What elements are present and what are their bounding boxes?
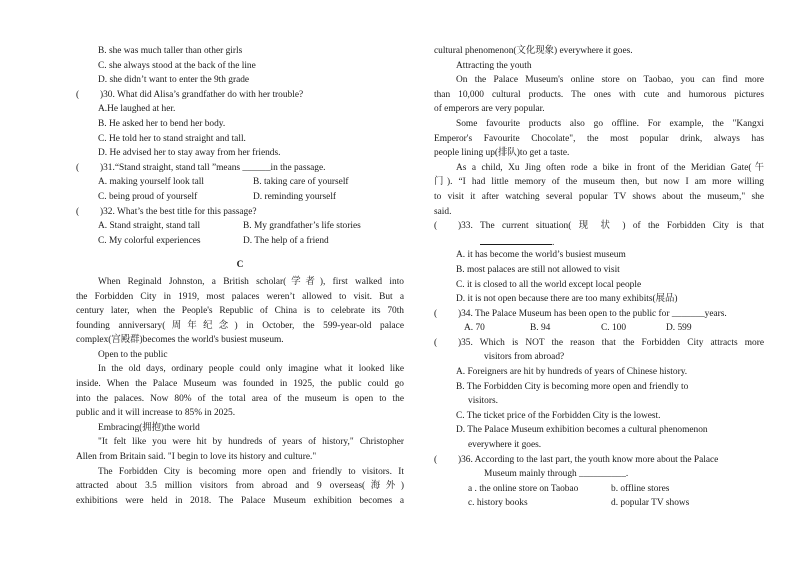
paragraph-line: In the old days, ordinary people could only imagine what it looked like bbox=[98, 364, 404, 375]
q36-option-c: c. history books bbox=[468, 498, 528, 509]
q30-option-a: A.He laughed at her. bbox=[98, 104, 176, 115]
q36-text-line-2: Museum mainly through __________. bbox=[484, 469, 629, 480]
paragraph-online-store bbox=[434, 73, 764, 117]
q29-option-d: D. she didn’t want to enter the 9th grade bbox=[98, 75, 250, 86]
q30-option-c: C. He told her to stand straight and tall. bbox=[98, 133, 246, 144]
question-text: )31.“Stand straight, stand tall ”means ______in the passage. bbox=[100, 162, 326, 173]
paragraph-line: to visit it after watching several popular TV shows about the museum," she bbox=[434, 191, 764, 202]
q33-option-a: A. it has become the world’s busiest museum bbox=[456, 250, 626, 261]
q32-option-a: A. Stand straight, stand tall bbox=[98, 221, 201, 232]
section-heading: C bbox=[236, 260, 244, 271]
paragraph-line: founding anniversary(周年纪念) in October, the 599-year-old palace bbox=[76, 320, 404, 331]
paragraph-line: complex(宫殿群)becomes the world's busiest museum. bbox=[76, 335, 284, 346]
paragraph-line: As a child, Xu Jing often rode a bike in front of the Meridian Gate(午 bbox=[456, 162, 764, 173]
answer-paren[interactable]: ( bbox=[76, 162, 80, 173]
q31-option-b: B. taking care of yourself bbox=[253, 177, 349, 188]
answer-paren[interactable]: ( bbox=[76, 206, 80, 217]
paragraph-line: said. bbox=[434, 206, 452, 217]
answer-paren[interactable]: ( bbox=[434, 221, 438, 232]
question-34 bbox=[434, 307, 764, 322]
q29-option-b: B. she was much taller than other girls bbox=[98, 46, 243, 56]
question-31 bbox=[76, 161, 404, 176]
paragraph-line: 门). “I had little memory of the museum then, but now I am more willing bbox=[434, 177, 764, 188]
paragraph-line: When Reginald Johnston, a British scholar(学者), first walked into bbox=[98, 276, 404, 287]
answer-paren[interactable]: ( bbox=[434, 337, 438, 348]
paragraph-open bbox=[76, 362, 404, 420]
answer-paren[interactable]: ( bbox=[76, 89, 80, 100]
question-text: )30. What did Alisa’s grandfather do with her trouble? bbox=[100, 89, 304, 100]
q35-option-d-cont: everywhere it goes. bbox=[468, 440, 542, 451]
q35-option-b: B. The Forbidden City is becoming more open and friendly to bbox=[456, 381, 689, 392]
paragraph-line: The Forbidden City is becoming more open and friendly to visitors. It bbox=[98, 466, 404, 477]
paragraph-xu-jing bbox=[434, 161, 764, 219]
q33-option-b: B. most palaces are still not allowed to visit bbox=[456, 264, 620, 275]
q30-option-b: B. He asked her to bend her body. bbox=[98, 118, 226, 129]
question-36 bbox=[434, 453, 764, 468]
answer-paren[interactable]: ( bbox=[434, 454, 438, 465]
q35-option-c: C. The ticket price of the Forbidden City is the lowest. bbox=[456, 410, 661, 421]
question-32 bbox=[76, 205, 404, 220]
q36-options-row-1 bbox=[434, 482, 764, 497]
q31-options-row-2 bbox=[76, 190, 404, 205]
question-text: )32. What’s the best title for this passage? bbox=[100, 206, 257, 217]
subheading-attracting-youth: Attracting the youth bbox=[456, 60, 532, 71]
paragraph-quote bbox=[76, 435, 404, 464]
paragraph-line: the Forbidden City in 1919, most palaces weren’t allowed to visit. But a bbox=[76, 291, 404, 302]
paragraph-offline bbox=[434, 117, 764, 161]
answer-paren[interactable]: ( bbox=[434, 308, 438, 319]
paragraph-line: exhibitions were held in 2018. The Palace Museum exhibition becomes a bbox=[76, 495, 404, 506]
q32-options-row-2 bbox=[76, 234, 404, 249]
q34-option-b: B. 94 bbox=[530, 323, 551, 334]
q34-option-c: C. 100 bbox=[601, 323, 627, 334]
q35-option-a: A. Foreigners are hit by hundreds of years of Chinese history. bbox=[456, 367, 688, 378]
q35-option-b-cont: visitors. bbox=[468, 396, 498, 407]
paragraph-line: attracted about 3.5 million visitors from abroad and 9 overseas(海外) bbox=[76, 481, 404, 492]
q36-option-d: d. popular TV shows bbox=[611, 498, 690, 509]
subheading-embracing-world: Embracing(拥抱)the world bbox=[98, 422, 200, 433]
paragraph-line: of emperors are very popular. bbox=[434, 104, 545, 115]
question-30 bbox=[76, 88, 404, 103]
paragraph-line: into the palaces. Now 80% of the total area of the museum is open to the bbox=[76, 393, 404, 404]
paragraph-line: On the Palace Museum's online store on Taobao, you can find more bbox=[456, 75, 764, 86]
paragraph-intro bbox=[76, 275, 404, 348]
q35-text-line-2: visitors from abroad? bbox=[484, 352, 565, 363]
question-35 bbox=[434, 336, 764, 351]
question-33 bbox=[434, 219, 764, 234]
paragraph-line: Some favourite products also go offline. For example, the "Kangxi bbox=[456, 118, 764, 129]
answer-blank[interactable] bbox=[480, 234, 552, 245]
paragraph-line: than 10,000 cultural products. The ones with cute and humorous pictures bbox=[434, 89, 764, 100]
q35-option-d: D. The Palace Museum exhibition becomes a cultural phenomenon bbox=[456, 425, 708, 436]
q32-option-b: B. My grandfather’s life stories bbox=[243, 221, 361, 232]
paragraph-line: "It felt like you were hit by hundreds of years of history," Christopher bbox=[98, 437, 404, 448]
paragraph-visitors bbox=[76, 465, 404, 509]
paragraph-line: Emperor's Favourite Chocolate", the most popular drink, always has bbox=[434, 133, 764, 144]
paragraph-line: public and it will increase to 85% in 2025. bbox=[76, 408, 236, 419]
blank-period: . bbox=[552, 237, 555, 248]
q29-option-c: C. she always stood at the back of the line bbox=[98, 60, 256, 71]
left-column bbox=[76, 44, 404, 508]
q33-answer-line bbox=[434, 234, 764, 249]
q32-options-row-1 bbox=[76, 219, 404, 234]
q31-option-c: C. being proud of yourself bbox=[98, 191, 198, 202]
paragraph-line: cultural phenomenon(文化现象) everywhere it goes. bbox=[434, 46, 633, 56]
q31-options-row-1 bbox=[76, 175, 404, 190]
question-text: )33. The current situation( 现 状 ) of the Forbidden City is that bbox=[458, 221, 764, 232]
paragraph-line: people lining up(排队)to get a taste. bbox=[434, 148, 570, 159]
q36-options-row-2 bbox=[434, 496, 764, 511]
q34-option-a: A. 70 bbox=[464, 323, 485, 334]
q34-options bbox=[434, 321, 764, 336]
q31-option-d: D. reminding yourself bbox=[253, 191, 337, 202]
q32-option-c: C. My colorful experiences bbox=[98, 235, 201, 246]
q34-option-d: D. 599 bbox=[666, 323, 692, 334]
paragraph-line: inside. When the Palace Museum was founded in 1925, the public could go bbox=[76, 379, 404, 390]
q36-option-a: a . the online store on Taobao bbox=[468, 483, 579, 494]
q30-option-d: D. He advised her to stay away from her friends. bbox=[98, 148, 281, 159]
question-text: )34. The Palace Museum has been open to the public for _______years. bbox=[458, 308, 727, 319]
subheading-open-to-public: Open to the public bbox=[98, 349, 168, 360]
question-text: )36. According to the last part, the youth know more about the Palace bbox=[458, 454, 719, 465]
right-column bbox=[434, 44, 764, 511]
question-text: )35. Which is NOT the reason that the Forbidden City attracts more bbox=[458, 337, 764, 348]
paragraph-line: Allen from Britain said. "I begin to love its history and culture." bbox=[76, 452, 317, 463]
q32-option-d: D. The help of a friend bbox=[243, 235, 329, 246]
q33-option-c: C. it is closed to all the world except local people bbox=[456, 279, 642, 290]
paragraph-line: century later, when the People's Republic of China is to celebrate its 70th bbox=[76, 306, 404, 317]
q36-option-b: b. offline stores bbox=[611, 483, 670, 494]
q33-option-d: D. it is not open because there are too many exhibits(展品) bbox=[456, 294, 678, 305]
q31-option-a: A. making yourself look tall bbox=[98, 177, 204, 188]
